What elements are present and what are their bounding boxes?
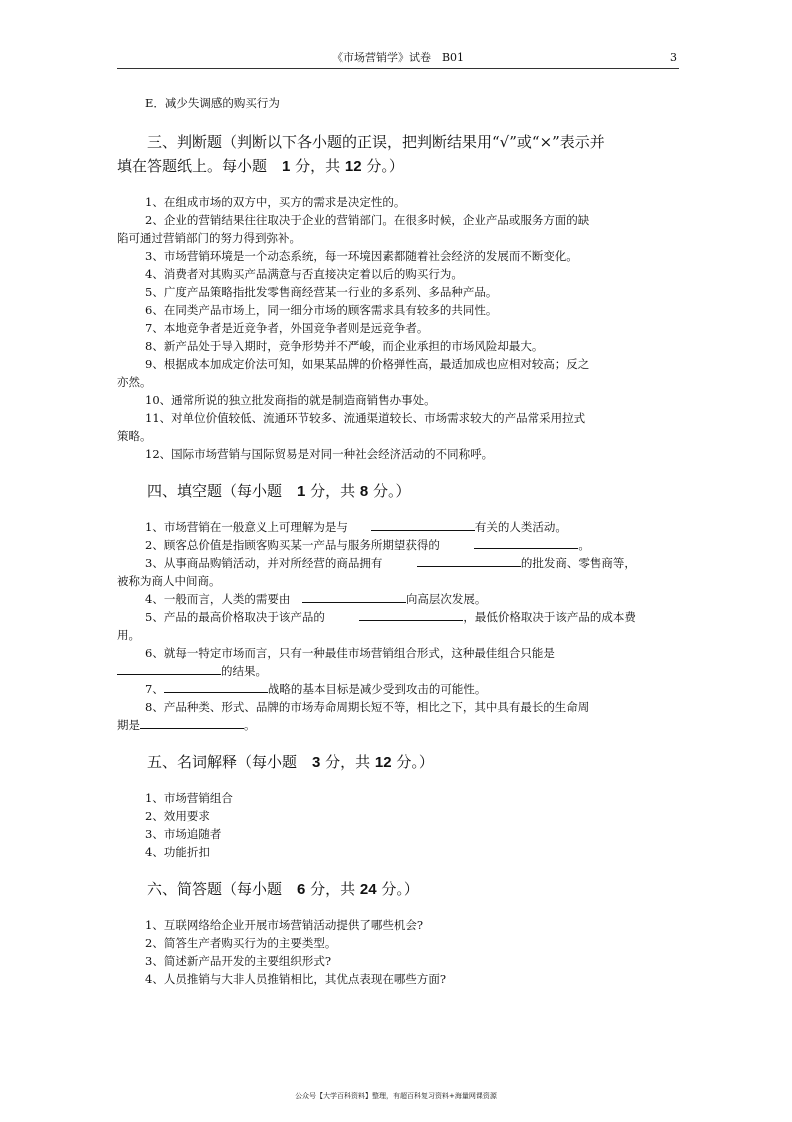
previous-option-e: E．减少失调感的购买行为	[145, 96, 280, 110]
exam-title: 《市场营销学》试卷 B01	[331, 51, 465, 64]
page-footer: 公众号【大学百科资料】整理，有超百科复习资料+海量网课资源	[295, 1092, 497, 1100]
fill-item-1: 1、市场营销在一般意义上可理解为是与 有关的人类活动。	[145, 520, 567, 534]
section-3-items	[117, 193, 637, 463]
fill-item-6-cont: 的结果。	[117, 662, 637, 680]
fill-item-5: 5、产品的最高价格取决于该产品的 ，最低价格取决于该产品的成本费	[145, 610, 636, 624]
section-4-items	[117, 518, 637, 734]
answer-blank[interactable]	[474, 536, 578, 549]
term-item: 4、功能折扣	[145, 845, 210, 859]
page-header	[117, 50, 679, 66]
header-divider	[117, 68, 679, 69]
section-5-items	[117, 789, 637, 861]
fill-item-2: 2、顾客总价值是指顾客购买某一产品与服务所期望获得的 。	[145, 538, 590, 552]
judgement-item: 3、市场营销环境是一个动态系统，每一环境因素都随着社会经济的发展而不断变化。	[145, 249, 578, 263]
answer-blank[interactable]	[302, 590, 406, 603]
judgement-item: 5、广度产品策略指批发零售商经营某一行业的多系列、多品种产品。	[145, 285, 498, 299]
section-3-title-line2: 填在答题纸上。每小题 1 分，共 12 分。）	[117, 157, 404, 175]
section-6-title: 六、简答题（每小题 6 分，共 24 分。）	[147, 880, 419, 898]
question-item: 2、简答生产者购买行为的主要类型。	[145, 936, 337, 950]
judgement-item: 12、国际市场营销与国际贸易是对同一种社会经济活动的不同称呼。	[145, 447, 494, 461]
fill-item-8: 8、产品种类、形式、品牌的市场寿命周期长短不等，相比之下，其中具有最长的生命周	[145, 700, 590, 714]
page-number: 3	[670, 51, 677, 64]
question-item: 4、人员推销与大非人员推销相比，其优点表现在哪些方面?	[145, 972, 446, 986]
judgement-item: 6、在同类产品市场上，同一细分市场的顾客需求具有较多的共同性。	[145, 303, 498, 317]
judgement-item: 8、新产品处于导入期时，竞争形势并不严峻，而企业承担的市场风险却最大。	[145, 339, 544, 353]
judgement-item: 2、企业的营销结果往往取决于企业的营销部门。在很多时候，企业产品或服务方面的缺	[145, 213, 590, 227]
term-item: 2、效用要求	[145, 809, 210, 823]
section-4-title: 四、填空题（每小题 1 分，共 8 分。）	[147, 482, 411, 500]
fill-item-5-cont: 用。	[117, 628, 140, 642]
judgement-item: 4、消费者对其购买产品满意与否直接决定着以后的购买行为。	[145, 267, 463, 281]
answer-blank[interactable]	[417, 554, 521, 567]
section-5-title: 五、名词解释（每小题 3 分，共 12 分。）	[147, 753, 434, 771]
fill-item-3: 3、从事商品购销活动，并对所经营的商品拥有 的批发商、零售商等，	[145, 556, 636, 570]
term-item: 3、市场追随者	[145, 827, 222, 841]
question-item: 1、互联网络给企业开展市场营销活动提供了哪些机会?	[145, 918, 423, 932]
judgement-item-cont: 亦然。	[117, 375, 152, 389]
answer-blank[interactable]	[371, 518, 475, 531]
answer-blank[interactable]	[164, 680, 268, 693]
judgement-item: 10、通常所说的独立批发商指的就是制造商销售办事处。	[145, 393, 436, 407]
question-item: 3、简述新产品开发的主要组织形式?	[145, 954, 331, 968]
section-3-title	[117, 130, 637, 179]
answer-blank[interactable]	[117, 662, 221, 675]
fill-item-6: 6、就每一特定市场而言，只有一种最佳市场营销组合形式，这种最佳组合只能是	[145, 646, 555, 660]
judgement-item-cont: 陷可通过营销部门的努力得到弥补。	[117, 231, 301, 245]
fill-item-8-cont: 期是 。	[117, 718, 256, 732]
section-3-title-line1: 三、判断题（判断以下各小题的正误，把判断结果用“√”或“×”表示并	[147, 133, 605, 151]
judgement-item: 11、对单位价值较低、流通环节较多、流通渠道较长、市场需求较大的产品常采用拉式	[145, 411, 586, 425]
term-item: 1、市场营销组合	[145, 791, 233, 805]
exam-content	[117, 94, 637, 988]
fill-item-3-cont: 被称为商人中间商。	[117, 574, 221, 588]
judgement-item: 1、在组成市场的双方中，买方的需求是决定性的。	[145, 195, 406, 209]
fill-item-4: 4、一般而言，人类的需要由 向高层次发展。	[145, 592, 487, 606]
answer-blank[interactable]	[140, 716, 244, 729]
section-6-items	[117, 916, 637, 988]
judgement-item: 7、本地竞争者是近竞争者，外国竞争者则是远竞争者。	[145, 321, 429, 335]
answer-blank[interactable]	[359, 608, 463, 621]
fill-item-7: 7、 战略的基本目标是减少受到攻击的可能性。	[145, 682, 487, 696]
judgement-item: 9、根据成本加成定价法可知，如果某品牌的价格弹性高，最适加成也应相对较高；反之	[145, 357, 590, 371]
judgement-item-cont: 策略。	[117, 429, 152, 443]
